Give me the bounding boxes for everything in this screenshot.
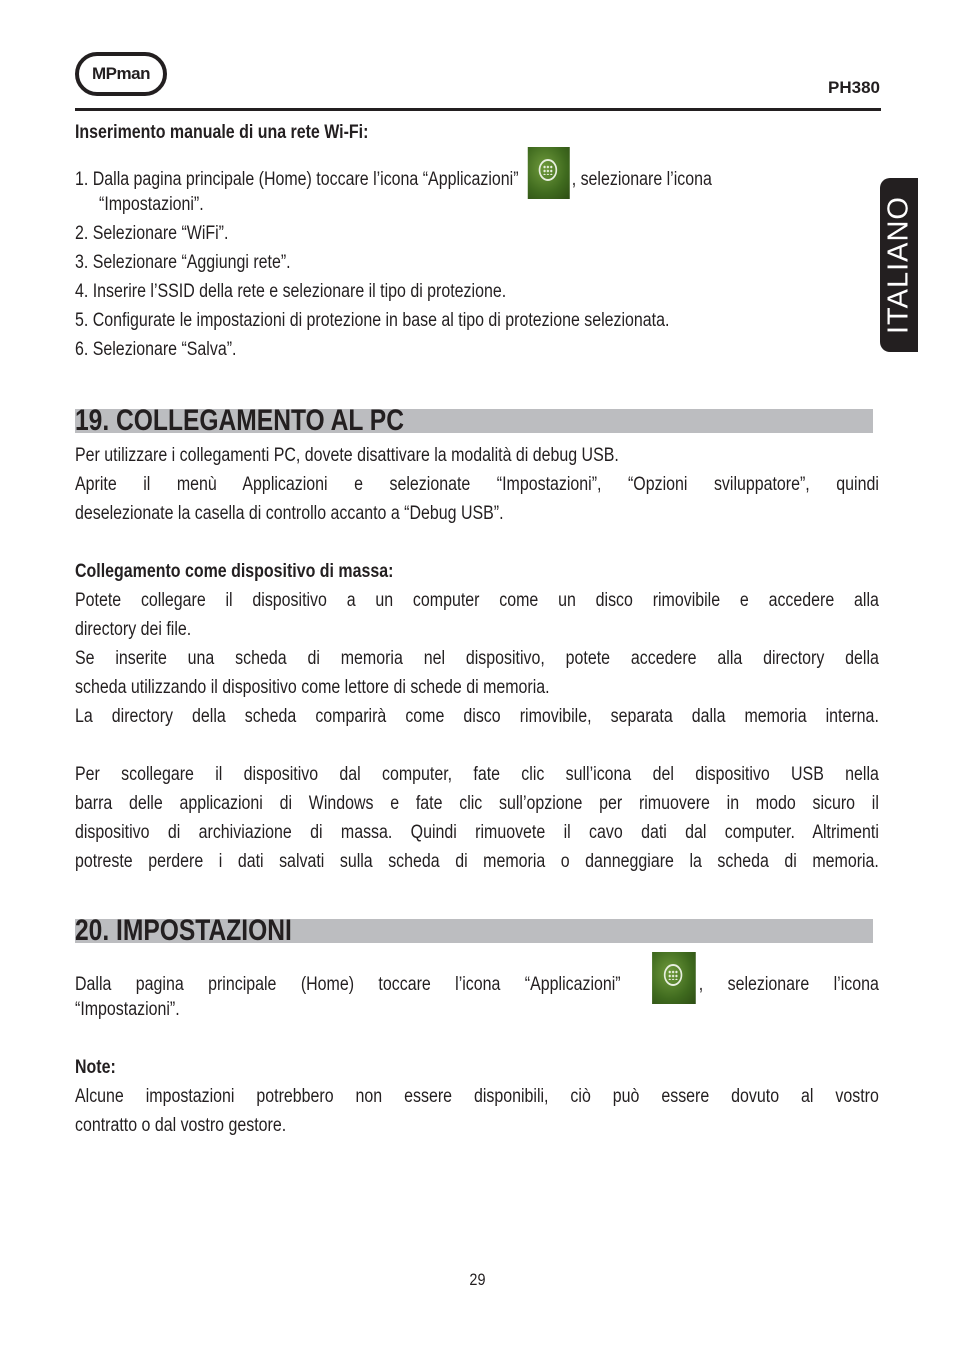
- section-19-p2-line2: deselezionate la casella di controllo accanto a “Debug USB”.: [75, 503, 504, 524]
- model-number: PH380: [828, 78, 880, 97]
- wifi-title: Inserimento manuale di una rete Wi-Fi:: [75, 122, 369, 143]
- section-19-p1: Per utilizzare i collegamenti PC, dovete disattivare la modalità di debug USB.: [75, 445, 619, 466]
- section-20-p1-cont: “Impostazioni”.: [75, 999, 180, 1020]
- mass-storage-title: Collegamento come dispositivo di massa:: [75, 561, 394, 582]
- disconnect-line3: dispositivo di archiviazione di massa. Quindi rimuovete il cavo dati dal computer. Altrimenti: [75, 822, 879, 843]
- section-20-p1: Dalla pagina principale (Home) toccare l’icona “Applicazioni” , selezionare l’icona: [75, 966, 879, 1004]
- note-title: Note:: [75, 1057, 116, 1078]
- note-line2: contratto o dal vostro gestore.: [75, 1115, 287, 1136]
- page-number: 29: [468, 1270, 486, 1289]
- wifi-step-6: 6. Selezionare “Salva”.: [75, 339, 237, 360]
- mass-storage-p1-line1: Potete collegare il dispositivo a un computer come un disco rimovibile e accedere alla: [75, 590, 879, 611]
- apps-icon: [652, 952, 696, 1004]
- note-line1: Alcune impostazioni potrebbero non essere disponibili, ciò può essere dovuto al vostro: [75, 1086, 879, 1107]
- section-20-heading: 20. IMPOSTAZIONI: [75, 919, 873, 943]
- section-19-p2-line1: Aprite il menù Applicazioni e selezionate “Impostazioni”, “Opzioni sviluppatore”, quindi: [75, 474, 879, 495]
- logo: MPman: [75, 52, 167, 96]
- wifi-step-3: 3. Selezionare “Aggiungi rete”.: [75, 252, 291, 273]
- disconnect-line1: Per scollegare il dispositivo dal computer, fate clic sull’icona del dispositivo USB nella: [75, 764, 879, 785]
- mass-storage-p2-line2: scheda utilizzando il dispositivo come lettore di schede di memoria.: [75, 677, 550, 698]
- wifi-step-4: 4. Inserire l’SSID della rete e selezionare il tipo di protezione.: [75, 281, 507, 302]
- disconnect-line4: potreste perdere i dati salvati sulla scheda di memoria o danneggiare la scheda di memoria.: [75, 851, 879, 872]
- wifi-step-2: 2. Selezionare “WiFi”.: [75, 223, 229, 244]
- mass-storage-p3: La directory della scheda comparirà come disco rimovibile, separata dalla memoria interna.: [75, 706, 879, 727]
- wifi-step-1-cont: “Impostazioni”.: [99, 194, 204, 215]
- apps-icon: [528, 147, 570, 199]
- wifi-step-1: 1. Dalla pagina principale (Home) toccare l’icona “Applicazioni” , selezionare l’icona: [75, 161, 712, 199]
- language-tab: ITALIANO: [880, 178, 918, 352]
- header-rule: [75, 108, 881, 111]
- wifi-step-5: 5. Configurate le impostazioni di protezione in base al tipo di protezione selezionata.: [75, 310, 670, 331]
- section-19-heading: 19. COLLEGAMENTO AL PC: [75, 409, 873, 433]
- mass-storage-p2-line1: Se inserite una scheda di memoria nel dispositivo, potete accedere alla directory della: [75, 648, 879, 669]
- disconnect-line2: barra delle applicazioni di Windows e fate clic sull’opzione per rimuovere in modo sicuro il: [75, 793, 879, 814]
- mass-storage-p1-line2: directory dei file.: [75, 619, 192, 640]
